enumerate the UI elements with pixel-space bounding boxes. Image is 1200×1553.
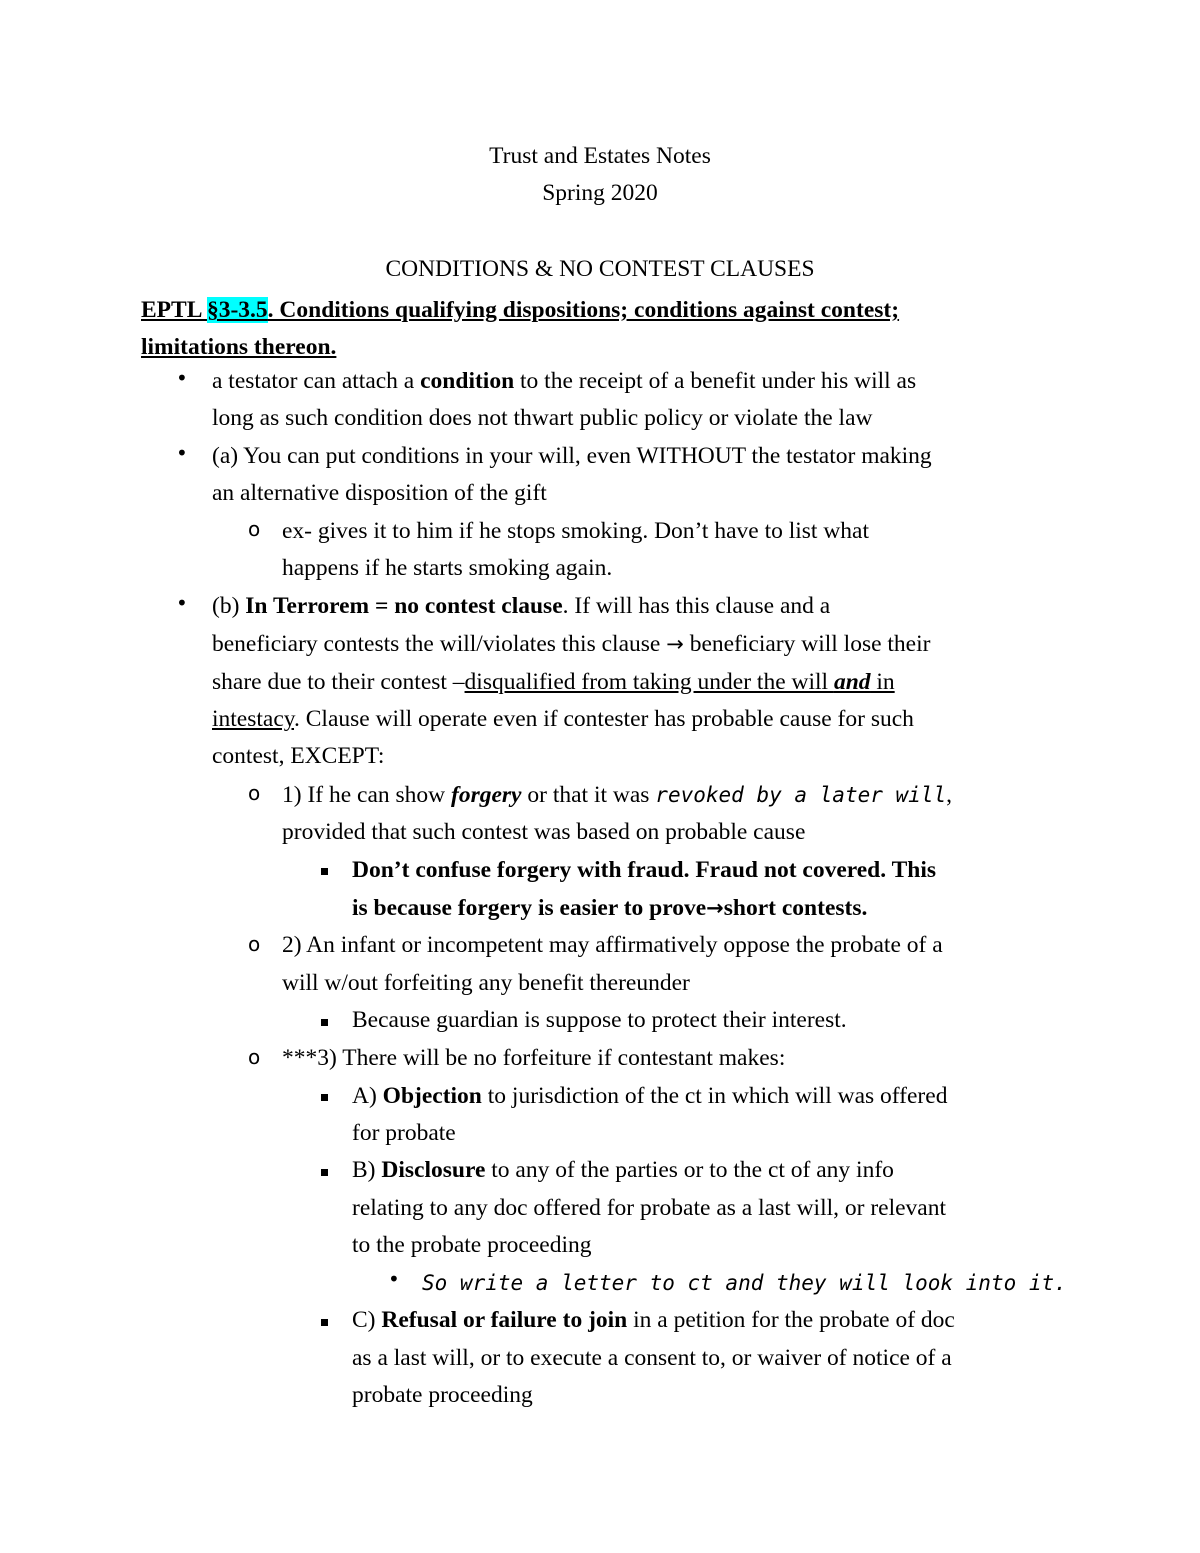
bullet-2-sub-line-2: happens if he starts smoking again. [282,555,613,581]
exception-3-b-line-3: to the probate proceeding [352,1232,592,1258]
statute-heading: EPTL §3-3.5. Conditions qualifying dispositions; conditions against contest; limitations thereon. [141,297,900,360]
document-subtitle: Spring 2020 [542,180,658,206]
circle-marker: o [248,517,261,541]
exception-2-line-2: will w/out forfeiting any benefit thereunder [282,970,690,996]
square-marker [321,1019,328,1026]
exception-2-line-1: 2) An infant or incompetent may affirmatively oppose the probate of a [282,932,943,958]
exception-3-a-line-1: A) Objection to jurisdiction of the ct in which will was offered [352,1083,948,1109]
exception-3-line-1: ***3) There will be no forfeiture if contestant makes: [282,1045,786,1071]
bullet-3-line-3: share due to their contest –disqualified from taking under the will and in [212,669,895,695]
square-marker [321,1094,328,1101]
bullet-2-line-2: an alternative disposition of the gift [212,480,547,506]
exception-1-line-1: 1) If he can show forgery or that it was revoked by a later will, [282,782,952,808]
exception-3-b-line-1: B) Disclosure to any of the parties or to the ct of any info [352,1157,894,1183]
exception-3-b-line-2: relating to any doc offered for probate as a last will, or relevant [352,1195,947,1221]
arrow-icon: → [666,632,684,656]
square-marker [321,1169,328,1176]
bullet-marker: • [176,366,188,390]
bullet-2-sub-line-1: ex- gives it to him if he stops smoking. Don’t have to list what [282,518,870,544]
exception-3-c-line-3: probate proceeding [352,1382,533,1408]
bullet-marker: • [388,1267,400,1291]
bullet-3-line-4: intestacy. Clause will operate even if contester has probable cause for such [212,706,914,732]
exception-1-sub-line-2: is because forgery is easier to prove→short contests. [352,895,868,921]
statute-section-highlight: §3-3.5 [206,297,268,323]
circle-marker: o [248,932,261,956]
bullet-marker: • [176,591,188,615]
bullet-1-line-2: long as such condition does not thwart public policy or violate the law [212,405,873,431]
bullet-3-line-5: contest, EXCEPT: [212,743,385,769]
document-title: Trust and Estates Notes [489,143,711,169]
exception-3-c-line-2: as a last will, or to execute a consent to, or waiver of notice of a [352,1345,952,1371]
bullet-3-line-2: beneficiary contests the will/violates this clause → beneficiary will lose their [212,631,931,657]
arrow-icon: → [706,896,724,920]
section-title: CONDITIONS & NO CONTEST CLAUSES [385,256,815,282]
exception-2-sub-line: Because guardian is suppose to protect their interest. [352,1007,847,1033]
bullet-2-line-1: (a) You can put conditions in your will, even WITHOUT the testator making [212,443,932,469]
circle-marker: o [248,781,261,805]
exception-3-a-line-2: for probate [352,1120,456,1146]
exception-3-c-line-1: C) Refusal or failure to join in a petition for the probate of doc [352,1307,955,1333]
bullet-3-line-1: (b) In Terrorem = no contest clause. If will has this clause and a [212,593,831,619]
circle-marker: o [248,1045,261,1069]
exception-1-sub-line-1: Don’t confuse forgery with fraud. Fraud not covered. This [352,857,937,883]
bullet-marker: • [176,441,188,465]
square-marker [321,1319,328,1326]
bullet-1-line-1: a testator can attach a condition to the receipt of a benefit under his will as [212,368,917,394]
square-marker [321,868,328,875]
exception-1-line-2: provided that such contest was based on probable cause [282,819,806,845]
exception-3-b-note: So write a letter to ct and they will look into it. [422,1271,1067,1295]
